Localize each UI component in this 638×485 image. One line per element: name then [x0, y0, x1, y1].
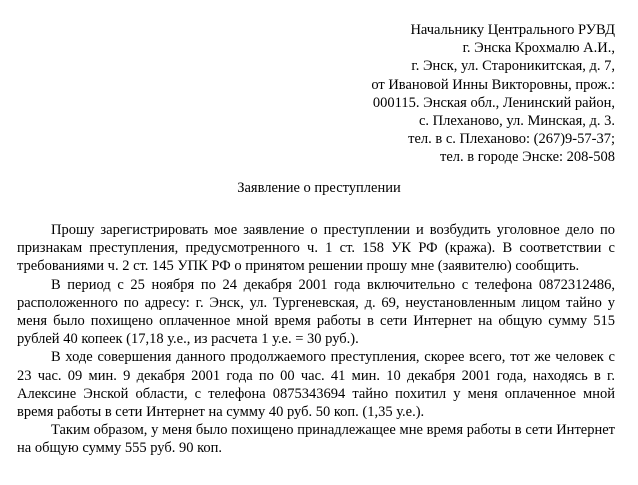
body-paragraph: Прошу зарегистрировать мое заявление о преступлении и возбудить уголовное дело по признакам преступления, предусмотренного ч. 1 ст. 158 УК РФ (кража). В соответствии с требованиями ч. 2 ст. 145 УПК РФ о принятом решении прошу мне (заявителю) сообщить. [17, 222, 615, 275]
addressee-line: Начальнику Центрального РУВД [410, 22, 615, 38]
sender-phone-line: тел. в городе Энске: 208-508 [440, 149, 615, 166]
document-title: Заявление о преступлении [237, 180, 401, 196]
addressee-line: г. Энск, ул. Староникитская, д. 7, [411, 58, 615, 75]
sender-line: с. Плеханово, ул. Минская, д. 3. [418, 113, 615, 130]
body-paragraph: В период с 25 ноября по 24 декабря 2001 года включительно с телефона 0872312486, расположенного по адресу: г. Энск, ул. Тургеневская, д. 69, неустановленным лицом тайно у меня было похищено оплаченное мной время работы в сети Интернет на общую сумму 515 рублей 40 копеек (17,18 у.е., из расчета 1 у.е. = 30 руб.). [17, 276, 615, 348]
sender-phone-line: тел. в с. Плеханово: (267)9-57-37; [408, 131, 615, 148]
sender-line: от Ивановой Инны Викторовны, прож.: [371, 76, 615, 93]
body-paragraph: В ходе совершения данного продолжаемого преступления, скорее всего, тот же человек с 23 час. 09 мин. 9 декабря 2001 года по 00 час. 41 мин. 10 декабря 2001 года, находясь в г. Алексине Энской области, с телефона 0875343694 тайно похитил у меня оплаченное мной время работы в сети Интернет на сумму 40 руб. 50 коп. (1,35 у.е.). [17, 349, 615, 421]
sender-line: 000115. Энская обл., Ленинский район, [372, 94, 615, 111]
body-paragraph: Таким образом, у меня было похищено принадлежащее мне время работы в сети Интернет на общую сумму 555 руб. 90 коп. [17, 422, 615, 457]
document-body [17, 221, 615, 458]
addressee-block [371, 21, 615, 167]
addressee-line: г. Энска Крохмалю А.И., [462, 40, 615, 57]
